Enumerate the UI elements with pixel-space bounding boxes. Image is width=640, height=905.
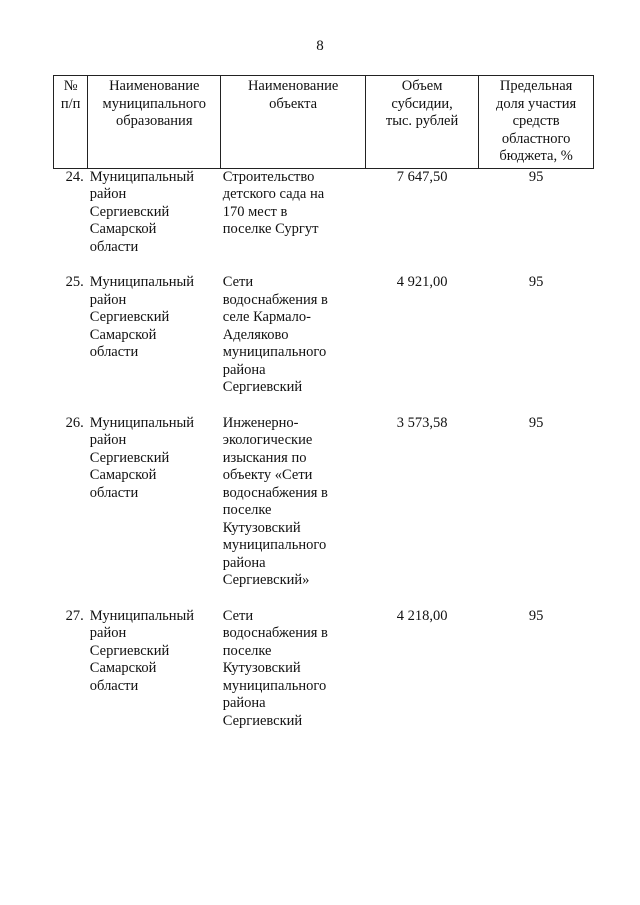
row-amount: 4 921,00: [396, 274, 448, 290]
header-share: Предельная доля участия средств областного бюджета, %: [479, 76, 594, 169]
row-municipality: Муниципальный район Сергиевский Самарской области: [89, 607, 195, 694]
header-number: № п/п: [54, 76, 88, 169]
row-number: 26.: [65, 414, 84, 431]
row-share: 95: [528, 168, 544, 185]
row-municipality: Муниципальный район Сергиевский Самарской области: [89, 274, 195, 360]
row-amount: 4 218,00: [396, 607, 448, 624]
header-amount: Объем субсидии, тыс. рублей: [366, 76, 479, 169]
row-municipality: Муниципальный район Сергиевский Самарской области: [89, 168, 195, 255]
row-amount: 3 573,58: [396, 414, 448, 431]
header-object: Наименование объекта: [221, 76, 366, 169]
row-municipality: Муниципальный район Сергиевский Самарской области: [89, 414, 195, 501]
page-number: 8: [316, 38, 324, 54]
row-share: 95: [528, 607, 544, 624]
table-header-row: [54, 76, 594, 169]
table-row: [54, 608, 594, 749]
row-share: 95: [528, 274, 544, 290]
row-number: 24.: [65, 168, 84, 185]
row-object: Инженерно- экологические изыскания по объекту «Сети водоснабжения в поселке Кутузовский муниципального района Сергиевский»: [222, 414, 328, 588]
header-municipality: Наименование муниципального образования: [88, 76, 221, 169]
row-amount: 7 647,50: [396, 168, 448, 185]
row-number: 25.: [65, 274, 84, 290]
row-object: Строительство детского сада на 170 мест в поселке Сургут: [222, 168, 325, 237]
table-row: [54, 415, 594, 608]
row-share: 95: [528, 414, 544, 431]
row-object: Сети водоснабжения в селе Кармало- Аделяково муниципального района Сергиевский: [222, 274, 328, 395]
row-number: 27.: [65, 607, 84, 624]
table-row: [54, 274, 594, 415]
row-object: Сети водоснабжения в поселке Кутузовский муниципального района Сергиевский: [222, 607, 328, 729]
table-row: [54, 168, 594, 274]
subsidy-table: [53, 75, 594, 748]
